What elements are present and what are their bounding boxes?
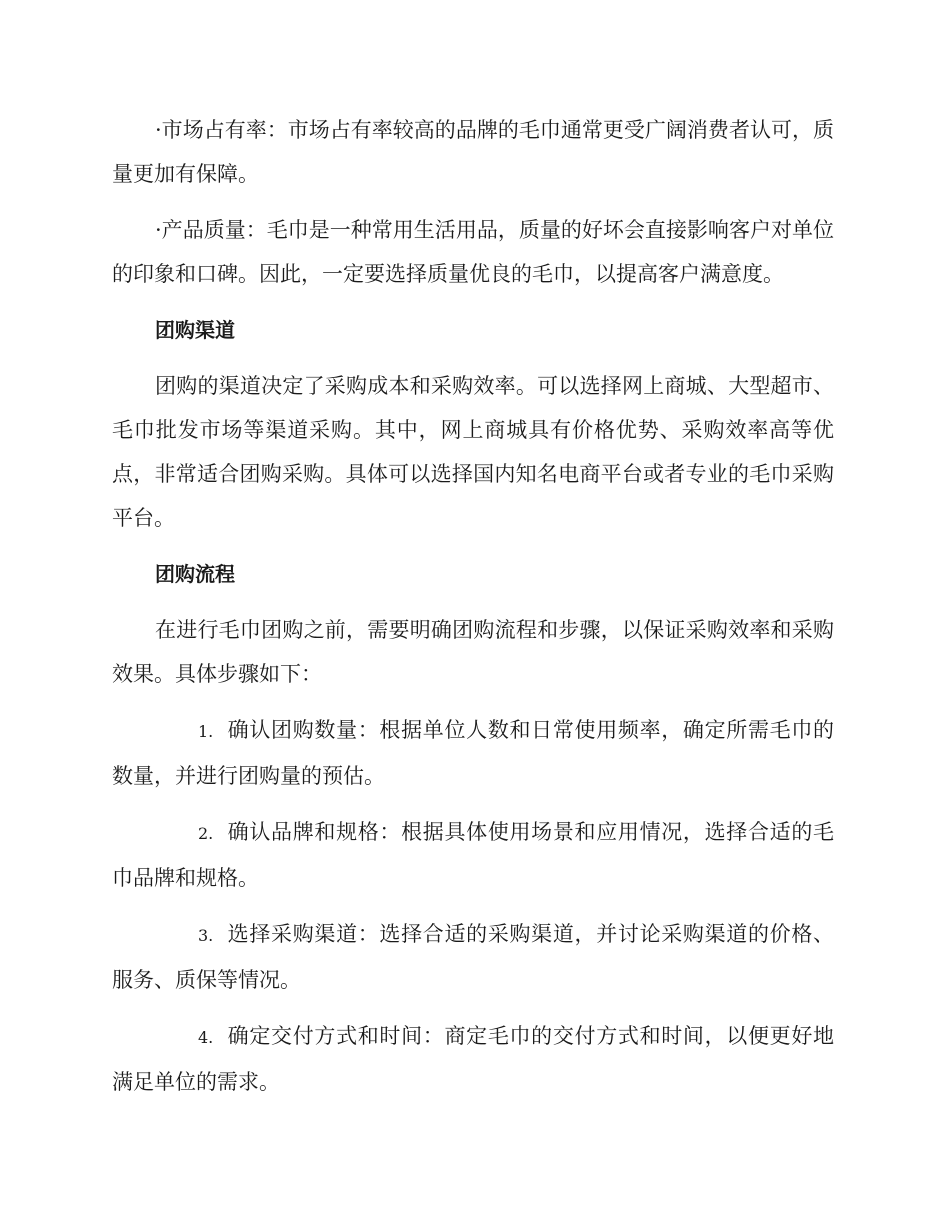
list-item xyxy=(112,708,834,798)
paragraph-process: 在进行毛巾团购之前，需要明确团购流程和步骤，以保证采购效率和采购效果。具体步骤如下： xyxy=(112,618,834,686)
step-text: 选择采购渠道：选择合适的采购渠道，并讨论采购渠道的价格、服务、质保等情况。 xyxy=(112,922,834,992)
step-text: 确定交付方式和时间：商定毛巾的交付方式和时间，以便更好地满足单位的需求。 xyxy=(112,1024,834,1094)
step-number: 4. xyxy=(198,1028,214,1047)
list-item xyxy=(112,912,834,1002)
list-item xyxy=(112,1014,834,1104)
bullet-market-share: ·市场占有率：市场占有率较高的品牌的毛巾通常更受广阔消费者认可，质量更加有保障。 xyxy=(112,118,834,186)
step-text: 确认团购数量：根据单位人数和日常使用频率，确定所需毛巾的数量，并进行团购量的预估。 xyxy=(112,718,834,788)
step-number: 2. xyxy=(198,824,214,843)
step-number: 1. xyxy=(198,722,214,741)
document-page xyxy=(112,108,834,1116)
section-heading-channel: 团购渠道 xyxy=(155,318,235,342)
step-text: 确认品牌和规格：根据具体使用场景和应用情况，选择合适的毛巾品牌和规格。 xyxy=(112,820,834,890)
list-item xyxy=(112,810,834,900)
step-number: 3. xyxy=(198,926,214,945)
section-heading-process: 团购流程 xyxy=(155,562,235,586)
bullet-product-quality: ·产品质量：毛巾是一种常用生活用品，质量的好坏会直接影响客户对单位的印象和口碑。因此，一定要选择质量优良的毛巾，以提高客户满意度。 xyxy=(112,218,834,286)
paragraph-channel: 团购的渠道决定了采购成本和采购效率。可以选择网上商城、大型超市、毛巾批发市场等渠道采购。其中，网上商城具有价格优势、采购效率高等优点，非常适合团购采购。具体可以选择国内知名电商平台或者专业的毛巾采购平台。 xyxy=(112,374,834,530)
